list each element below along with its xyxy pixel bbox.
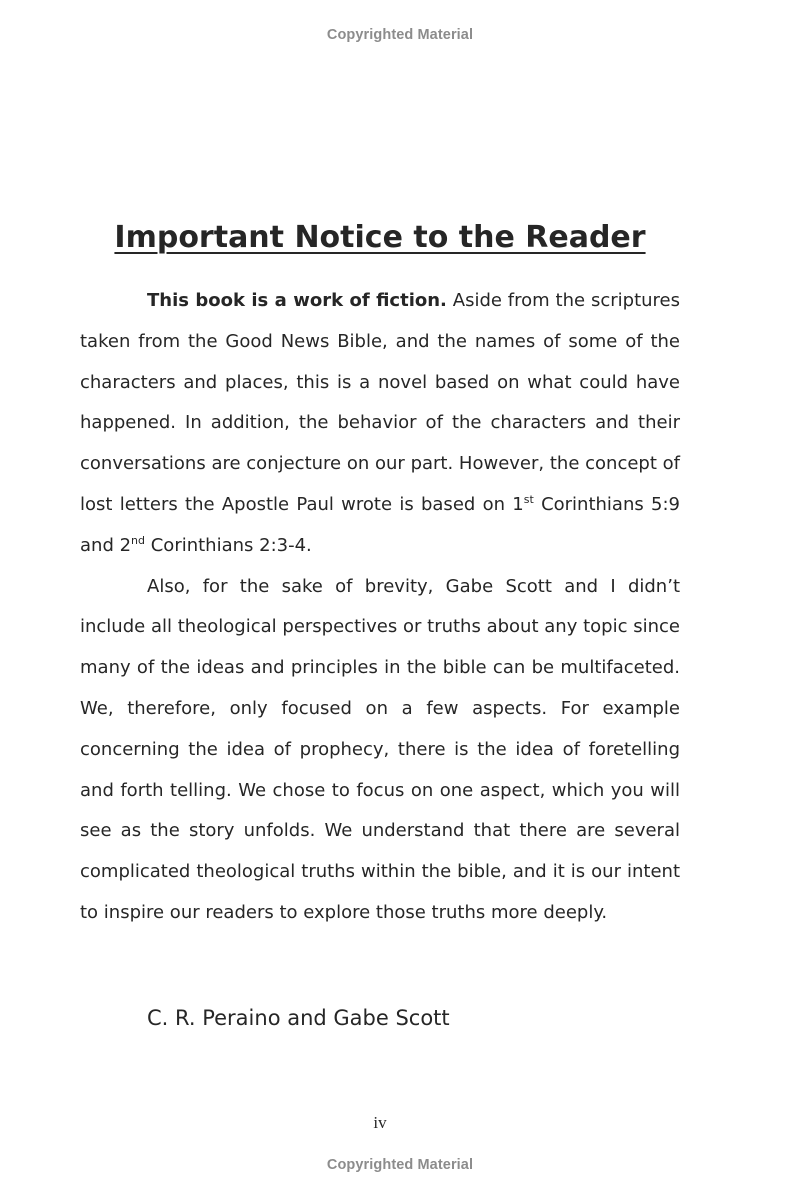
author-signature: C. R. Peraino and Gabe Scott — [147, 1006, 450, 1030]
page-title-text: Important Notice to the Reader — [114, 220, 646, 255]
copyright-watermark-top: Copyrighted Material — [326, 27, 474, 43]
paragraph-1-text-a: Aside from the scriptures taken from the Good News Bible, and the names of some of the characters and places, this is a novel based on what could have happened. In addition, the behavior of the characters and their conversations are conjecture on our part. However, the concept of lost letters the Apostle Paul wrote is based on 1 — [80, 290, 680, 515]
notice-body — [80, 281, 680, 934]
ordinal-suffix-1: st — [523, 492, 534, 506]
copyright-watermark-bottom: Copyrighted Material — [326, 1157, 474, 1173]
paragraph-1-text-b: Corinthians 5:9 and 2 — [80, 493, 680, 556]
ordinal-suffix-2: nd — [131, 533, 146, 547]
paragraph-fiction-notice — [80, 281, 680, 567]
paragraph-1-text-c: Corinthians 2:3-4. — [145, 534, 312, 556]
page-number: iv — [373, 1113, 387, 1132]
fiction-statement: This book is a work of fiction. — [147, 290, 447, 311]
paragraph-brevity-notice: Also, for the sake of brevity, Gabe Scott and I didn’t include all theological perspectives or truths about any topic since many of the ideas and principles in the bible can be multifaceted. We, therefore, only focused on a few aspects. For example concerning the idea of prophecy, there is the idea of foretelling and forth telling. We chose to focus on one aspect, which you will see as the story unfolds. We understand that there are several complicated theological truths within the bible, and it is our intent to inspire our readers to explore those truths more deeply. — [80, 575, 680, 923]
page-title — [0, 220, 760, 255]
